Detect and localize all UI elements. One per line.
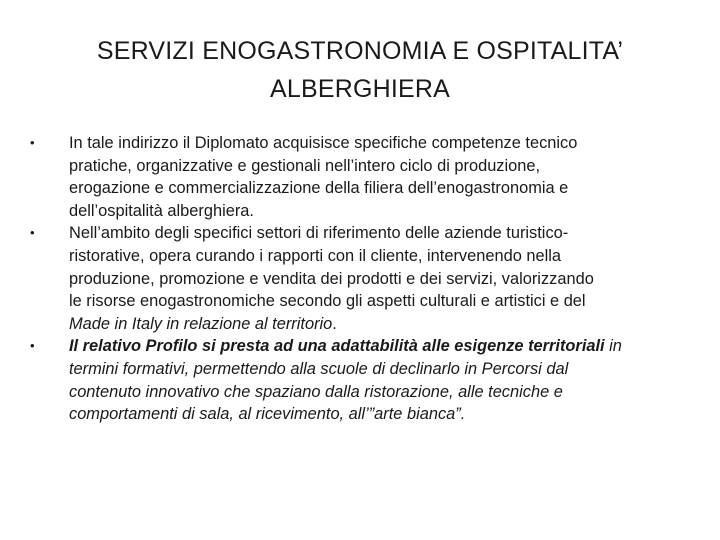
profilo-continuation-text: in	[604, 337, 622, 356]
period-text: .	[332, 314, 337, 333]
title-line-1: SERVIZI ENOGASTRONOMIA E OSPITALITA’	[96, 37, 624, 65]
slide-title	[60, 32, 660, 108]
bullet-item-diploma	[30, 132, 690, 222]
bullet-text-line: pratiche, organizzative e gestionali nell’intero ciclo di produzione,	[69, 156, 541, 175]
bullet-text-line: In tale indirizzo il Diplomato acquisisce specifiche competenze tecnico	[69, 134, 578, 152]
bullet-text-line: le risorse enogastronomiche secondo gli aspetti culturali e artistici e del	[69, 292, 586, 311]
bullet-text-line: erogazione e commercializzazione della filiera dell’enogastronomia e	[69, 179, 569, 198]
made-in-italy-text: Made in Italy in relazione al territorio	[69, 314, 333, 333]
bullet-text-line: dell’ospitalità alberghiera.	[69, 201, 254, 220]
bullet-text-line: produzione, promozione e vendita dei prodotti e dei servizi, valorizzando	[69, 269, 594, 288]
bullet-text-line: ristorative, opera curando i rapporti con il cliente, intervenendo nella	[69, 246, 561, 265]
bullet-text-line: contenuto innovativo che spaziano dalla ristorazione, alle tecniche e	[69, 382, 563, 401]
bullet-text-line: termini formativi, permettendo alla scuole di declinarlo in Percorsi dal	[69, 359, 569, 378]
bullet-list	[30, 132, 690, 426]
bullet-item-profilo	[30, 335, 690, 425]
bullet-text-line: comportamenti di sala, al ricevimento, all’”arte bianca”.	[69, 405, 466, 424]
profilo-emphasis-text: Il relativo Profilo si presta ad una adattabilità alle esigenze territoriali	[69, 337, 605, 356]
bullet-icon: •	[30, 225, 35, 241]
bullet-icon: •	[30, 338, 35, 354]
title-line-2: ALBERGHIERA	[269, 75, 451, 103]
bullet-item-settori	[30, 222, 690, 335]
bullet-text-line: Nell’ambito degli specifici settori di riferimento delle aziende turistico-	[69, 224, 569, 243]
bullet-text-line	[69, 335, 690, 358]
bullet-icon: •	[30, 135, 35, 150]
bullet-text-line	[69, 313, 690, 336]
